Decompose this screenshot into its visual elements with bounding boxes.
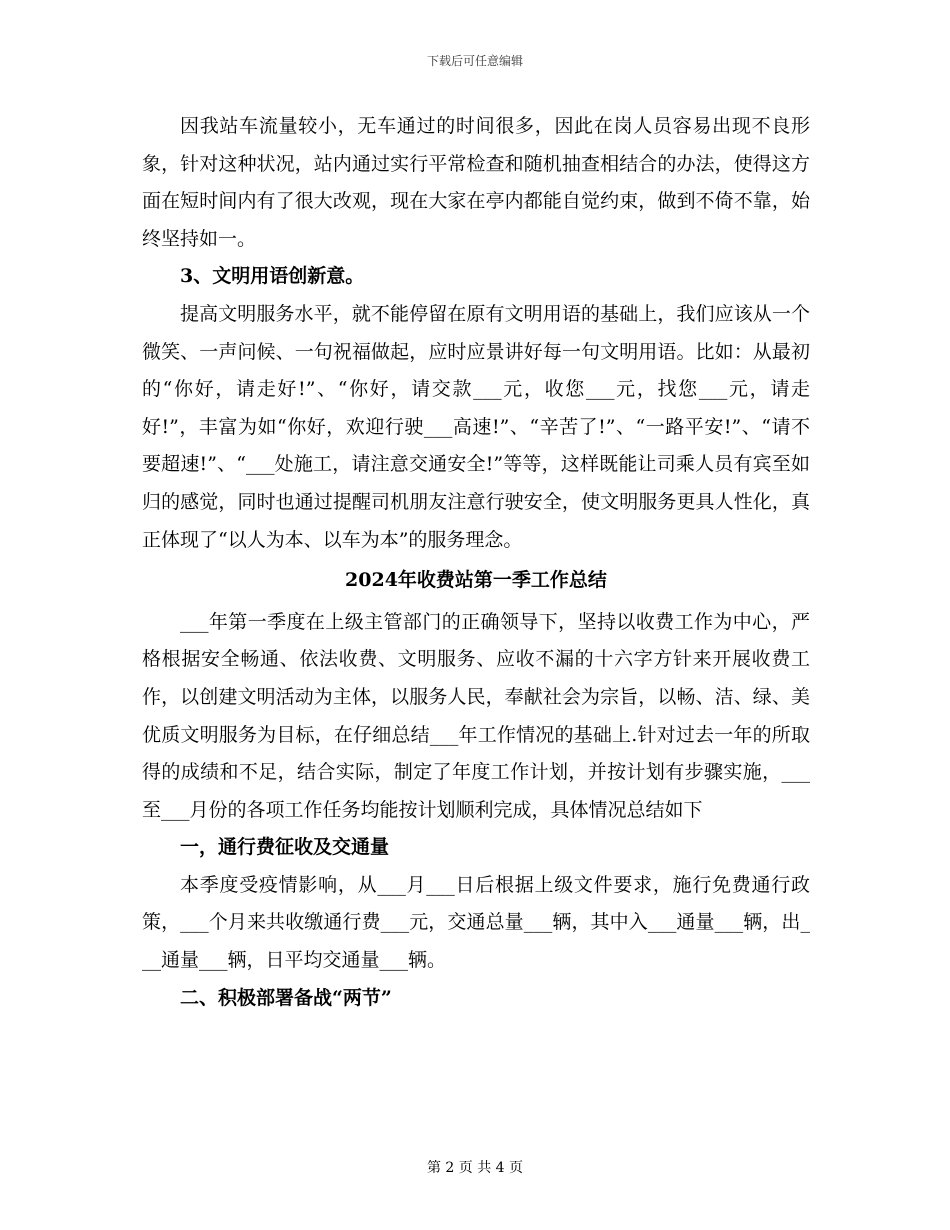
paragraph-3: ___年第一季度在上级主管部门的正确领导下，坚持以收费工作为中心，严格根据安全畅通、依法收费、文明服务、应收不漏的十六字方针来开展收费工作，以创建文明活动为主体，以服务人民，奉献社会为宗旨，以畅、洁、绿、美优质文明服务为目标，在仔细总结___年工作情况的基础上.针对过去一年的所取得的成绩和不足，结合实际，制定了年度工作计划，并按计划有步骤实施，___至___月份的各项工作任务均能按计划顺利完成，具体情况总结如下 — [142, 610, 810, 821]
section-heading-two-festivals: 二、积极部署备战“两节” — [180, 986, 392, 1009]
paragraph-2: 提高文明服务水平，就不能停留在原有文明用语的基础上，我们应该从一个微笑、一声问候、一句祝福做起，应时应景讲好每一句文明用语。比如：从最初的“你好，请走好!”、“你好，请交款___元，收您___元，找您___元，请走好!”，丰富为如“你好，欢迎行驶___高速!”、“辛苦了!”、“一路平安!”、“请不要超速!”、“___处施工，请注意交通安全!”等等，这样既能让司乘人员有宾至如归的感觉，同时也通过提醒司机朋友注意行驶安全，使文明服务更具人性化，真正体现了“以人为本、以车为本”的服务理念。 — [142, 302, 810, 551]
page-header: 下载后可任意编辑 — [426, 54, 523, 68]
page-footer-page-number: 第 2 页 共 4 页 — [426, 1160, 524, 1176]
paragraph-4: 本季度受疫情影响，从___月___日后根据上级文件要求，施行免费通行政策，___个月来共收缴通行费___元，交通总量___辆，其中入___通量___辆，出___通量___辆，日平均交通量___辆。 — [142, 873, 810, 972]
document-body — [142, 108, 810, 1017]
section-heading-toll-collection: 一，通行费征收及交通量 — [180, 836, 390, 859]
document-title: 2024年收费站第一季工作总结 — [345, 569, 607, 592]
section-heading-civil-language: 3、文明用语创新意。 — [180, 265, 365, 288]
paragraph-1: 因我站车流量较小，无车通过的时间很多，因此在岗人员容易出现不良形象，针对这种状况，站内通过实行平常检查和随机抽查相结合的办法，使得这方面在短时间内有了很大改观，现在大家在亭内都能自觉约束，做到不倚不靠，始终坚持如一。 — [142, 115, 810, 250]
